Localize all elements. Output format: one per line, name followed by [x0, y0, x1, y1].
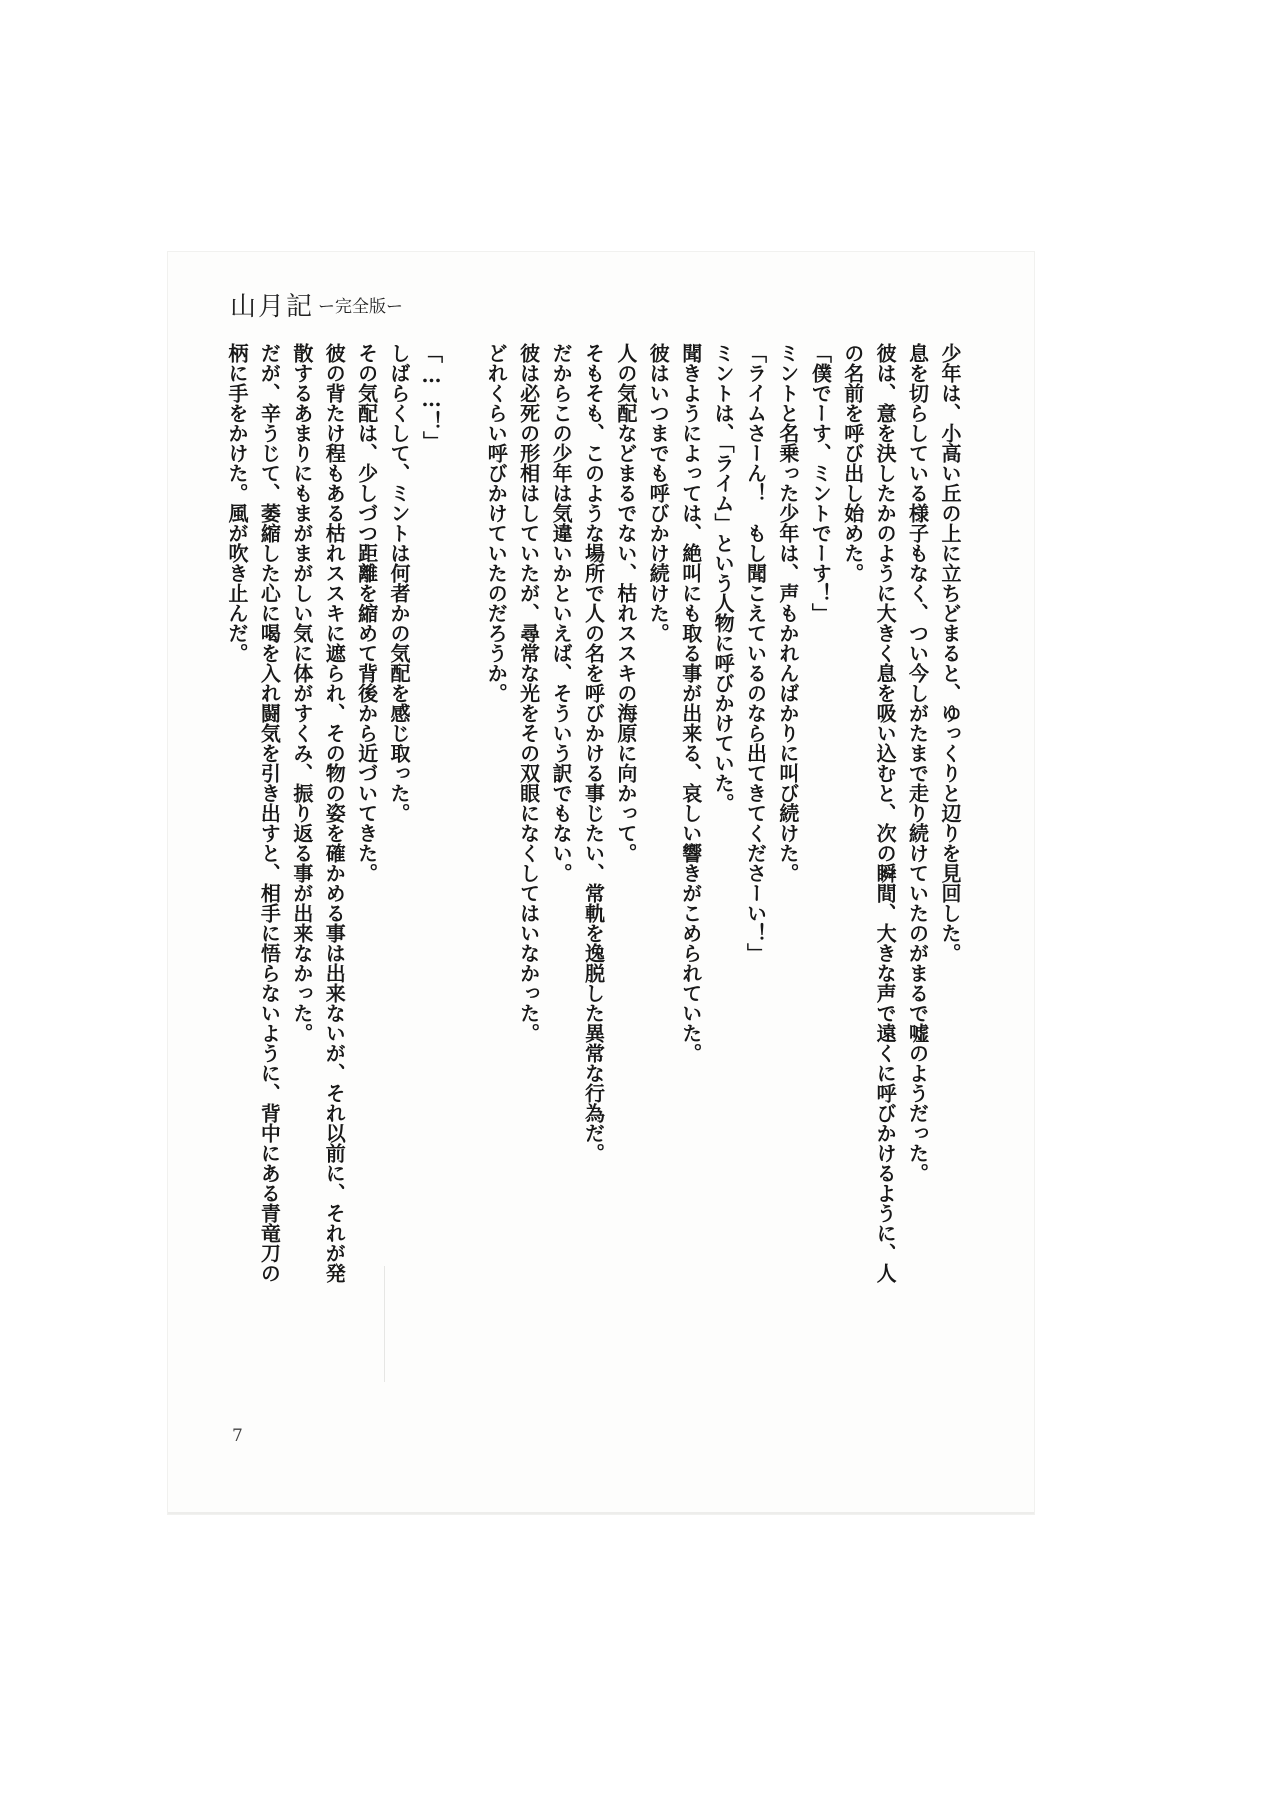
scan-artifact-line: [384, 1266, 385, 1382]
text-line: 人の気配などまるでない、枯れススキの海原に向かって。: [613, 343, 638, 863]
book-title: 山月記: [230, 292, 315, 322]
text-line: 柄に手をかけた。風が吹き止んだ。: [225, 343, 249, 663]
text-line: ミントと名乗った少年は、声もかれんばかりに叫び続けた。: [775, 343, 800, 883]
text-line: だからこの少年は気違いかといえば、そういう訳でもない。: [549, 343, 574, 883]
text-line: どれくらい呼びかけていたのだろうか。: [484, 343, 509, 703]
text-line: 散するあまりにもまがまがしい気に体がすくみ、振り返る事が出来なかった。: [289, 343, 314, 1043]
book-subtitle: ー完全版ー: [318, 297, 404, 317]
text-line: だが、辛うじて、萎縮した心に喝を入れ闘気を引き出すと、相手に悟らないように、背中にある青竜刀の: [257, 343, 282, 1283]
text-line: しばらくして、ミントは何者かの気配を感じ取った。: [387, 343, 412, 823]
body-text: [224, 343, 962, 1365]
text-line: その気配は、少しづつ距離を縮めて背後から近づいてきた。: [354, 343, 379, 883]
text-line: 彼の背たけ程もある枯れススキに遮られ、その物の姿を確かめる事は出来ないが、それ以前に、それが発: [322, 343, 347, 1283]
text-line: 「僕でーす、ミントでーす！」: [808, 343, 833, 623]
text-line: そもそも、このような場所で人の名を呼びかける事じたい、常軌を逸脱した異常な行為だ。: [581, 343, 606, 1163]
text-line: 息を切らしている様子もなく、つい今しがたまで走り続けていたのがまるで嘘のようだった。: [905, 343, 930, 1183]
text-line: 彼は、意を決したかのように大きく息を吸い込むと、次の瞬間、大きな声で遠くに呼びかけるように、人: [873, 343, 898, 1283]
text-line: 「……！」: [419, 343, 444, 451]
running-header: [230, 286, 403, 323]
text-line: 「ライムさーん！ もし聞こえているのなら出てきてくださーい！」: [743, 343, 768, 963]
text-line: 少年は、小高い丘の上に立ちどまると、ゆっくりと辺りを見回した。: [937, 343, 962, 963]
text-line: 聞きようによっては、絶叫にも取る事が出来る、哀しい響きがこめられていた。: [678, 343, 703, 1063]
text-line: の名前を呼び出し始めた。: [840, 343, 865, 583]
text-line: 彼は必死の形相はしていたが、尋常な光をその双眼になくしてはいなかった。: [516, 343, 541, 1043]
text-line: 彼はいつまでも呼びかけ続けた。: [646, 343, 671, 643]
page-number: 7: [232, 1426, 243, 1446]
text-line: ミントは、「ライム」という人物に呼びかけていた。: [711, 343, 736, 813]
